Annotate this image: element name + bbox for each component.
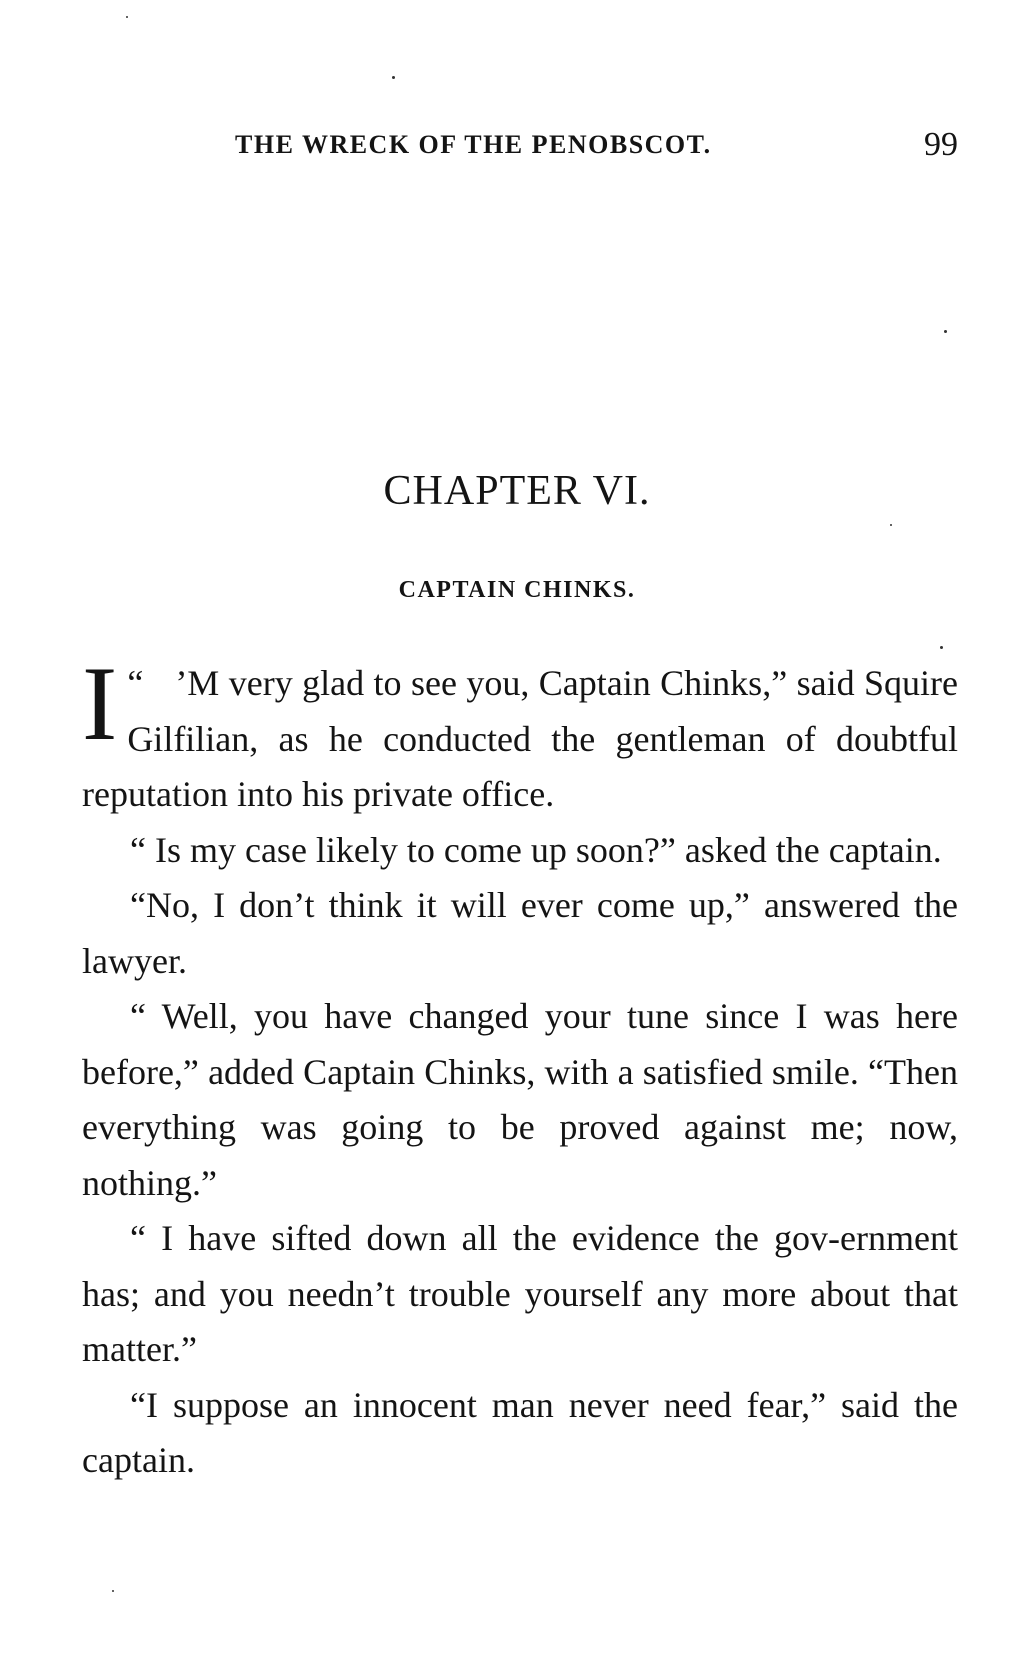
- chapter-subtitle: CAPTAIN CHINKS.: [398, 577, 636, 603]
- paragraph-1: [82, 645, 958, 823]
- chapter-title: CHAPTER VI.: [383, 468, 651, 514]
- opening-quote: “: [127, 663, 144, 703]
- paragraph-2: “ Is my case likely to come up soon?” asked the captain.: [130, 829, 942, 870]
- paragraph-1-text: ’M very glad to see you, Captain Chinks,” said Squire Gilfilian, as he conducted the gentleman of doubtful reputation into his private office.: [82, 663, 958, 814]
- drop-cap: I: [82, 645, 118, 762]
- scan-speck: [940, 646, 943, 649]
- scan-speck: [126, 16, 128, 18]
- running-head: THE WRECK OF THE PENOBSCOT.: [235, 130, 712, 159]
- chapter-body: [82, 645, 958, 1489]
- scan-speck: [890, 524, 892, 526]
- paragraph-3: “No, I don’t think it will ever come up,” answered the lawyer.: [82, 885, 958, 981]
- paragraph-6: “I suppose an innocent man never need fear,” said the captain.: [82, 1384, 958, 1480]
- scan-speck: [944, 330, 947, 333]
- paragraph-4: “ Well, you have changed your tune since I was here before,” added Captain Chinks, with a satisfied smile. “Then everything was going to be proved against me; now, nothing.”: [82, 996, 958, 1203]
- scan-speck: [112, 1590, 114, 1592]
- scan-speck: [392, 76, 395, 79]
- page-number: 99: [924, 126, 958, 163]
- paragraph-5: “ I have sifted down all the evidence the gov-ernment has; and you needn’t trouble yourself any more about that matter.”: [82, 1218, 958, 1369]
